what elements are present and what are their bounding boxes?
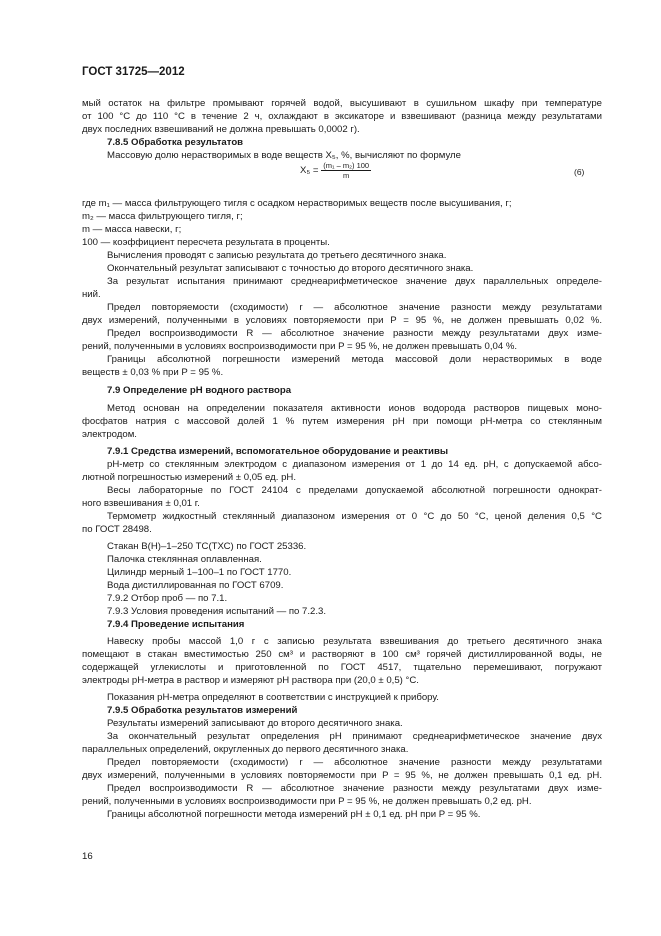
section-heading: 7.9.4 Проведение испытания: [107, 619, 245, 630]
text-line: Цилиндр мерный 1–100–1 по ГОСТ 1770.: [107, 567, 292, 578]
text-line: За результат испытания принимают среднеарифметическое значение двух параллельных определе-: [107, 276, 602, 287]
text-line: рений, полученными в условиях воспроизводимости при P = 95 %, не должен превышать 0,2 ед. рН.: [82, 796, 532, 807]
text-line: Показания рН-метра определяют в соответствии с инструкцией к прибору.: [107, 692, 439, 703]
text-line: мый остаток на фильтре промывают горячей водой, высушивают в сушильном шкафу при температуре: [82, 98, 602, 109]
text-line: Вода дистиллированная по ГОСТ 6709.: [107, 580, 284, 591]
text-line: рений, полученными в условиях воспроизводимости при P = 95 %, не должен превышать 0,04 %.: [82, 341, 518, 352]
page-number: 16: [82, 851, 93, 862]
text-line: ний.: [82, 289, 101, 300]
text-line: За окончательный результат определения рН принимают среднеарифметическое значение двух: [107, 731, 602, 742]
formula-denominator: m: [343, 171, 350, 180]
text-line: Массовую долю нерастворимых в воде веществ X₅, %, вычисляют по формуле: [107, 150, 461, 161]
document-header: ГОСТ 31725—2012: [82, 66, 185, 78]
text-line: электродом.: [82, 429, 137, 440]
text-line: двух измерений, полученными в условиях повторяемости при P = 95 %, не должен превышать 0,02 %.: [82, 315, 602, 326]
text-line: Предел воспроизводимости R — абсолютное значение разности между результатами двух изме-: [107, 783, 602, 794]
text-line: Вычисления проводят с записью результата до третьего десятичного знака.: [107, 250, 447, 261]
formula-lhs: X₅ =: [300, 165, 319, 177]
section-heading: 7.9.1 Средства измерений, вспомогательное оборудование и реактивы: [107, 446, 449, 457]
text-line: Стакан В(Н)–1–250 ТС(ТХС) по ГОСТ 25336.: [107, 541, 307, 552]
text-line: по ГОСТ 28498.: [82, 524, 152, 535]
text-line: Результаты измерений записывают до второго десятичного знака.: [107, 718, 403, 729]
text-line: m — масса навески, г;: [82, 224, 182, 235]
text-line: 7.9.3 Условия проведения испытаний — по 7.2.3.: [107, 606, 327, 617]
section-heading: 7.9.5 Обработка результатов измерений: [107, 705, 298, 716]
text-line: лютной погрешностью измерений ± 0,05 ед. рН.: [82, 472, 297, 483]
text-line: Предел повторяемости (сходимости) r — абсолютное значение разности между результатами: [107, 757, 602, 768]
text-line: ного взвешивания ± 0,01 г.: [82, 498, 200, 509]
formula-fraction: [321, 161, 371, 180]
text-line: помещают в стакан вместимостью 250 см³ и растворяют в 100 см³ горячей дистиллированной воды, не: [82, 649, 602, 660]
text-line: рН-метр со стеклянным электродом с диапазоном измерения от 1 до 14 ед. рН, с допускаемой абсо-: [107, 459, 602, 470]
text-line: 7.9.2 Отбор проб — по 7.1.: [107, 593, 228, 604]
text-line: параллельных определений, округленных до первого десятичного знака.: [82, 744, 409, 755]
text-line: Весы лабораторные по ГОСТ 24104 с пределами допускаемой абсолютной погрешности однократ-: [107, 485, 602, 496]
text-line: содержащей углекислоты и приготовленной по ГОСТ 4517, тщательно перемешивают, погружают: [82, 662, 602, 673]
section-heading: 7.8.5 Обработка результатов: [107, 137, 244, 148]
formula-number: (6): [574, 167, 585, 177]
text-line: Термометр жидкостный стеклянный диапазоном измерения от 0 °С до 50 °С, ценой деления 0,5 °С: [107, 511, 602, 522]
text-line: Метод основан на определении показателя активности ионов водорода растворов пищевых моно-: [107, 403, 602, 414]
text-line: Границы абсолютной погрешности измерений метода массовой доли нерастворимых в воде: [107, 354, 602, 365]
text-line: двух измерений, полученными в условиях повторяемости при P = 95 %, не должен превышать 0,1 ед. рН.: [82, 770, 602, 781]
text-line: от 100 °С до 110 °С в течение 2 ч, охлаждают в эксикаторе и взвешивают (разница между результатами: [82, 111, 602, 122]
text-line: Предел воспроизводимости R — абсолютное значение разности между результатами двух изме-: [107, 328, 602, 339]
text-line: 100 — коэффициент пересчета результата в проценты.: [82, 237, 330, 248]
text-line: веществ ± 0,03 % при P = 95 %.: [82, 367, 224, 378]
section-heading: 7.9 Определение рН водного раствора: [107, 385, 292, 396]
text-line: где m₁ — масса фильтрующего тигля с осадком нерастворимых веществ после высушивания, г;: [82, 198, 512, 209]
text-line: Окончательный результат записывают с точностью до второго десятичного знака.: [107, 263, 474, 274]
text-line: Границы абсолютной погрешности метода измерений рН ± 0,1 ед. рН при P = 95 %.: [107, 809, 481, 820]
text-line: фосфатов натрия с массовой долей 1 % путем измерения рН при помощи рН-метра со стеклянным: [82, 416, 602, 427]
text-line: Навеску пробы массой 1,0 г с записью результата взвешивания до третьего десятичного знака: [107, 636, 602, 647]
text-line: Палочка стеклянная оплавленная.: [107, 554, 262, 565]
text-line: электроды рН-метра в раствор и измеряют рН раствора при (20,0 ± 0,5) °С.: [82, 675, 419, 686]
text-line: двух последних взвешиваний не должна превышать 0,0002 г).: [82, 124, 360, 135]
text-line: Предел повторяемости (сходимости) r — абсолютное значение разности между результатами: [107, 302, 602, 313]
text-line: m₂ — масса фильтрующего тигля, г;: [82, 211, 243, 222]
formula-numerator: (m₁ – m₂) 100: [323, 161, 370, 170]
formula-6: [300, 161, 371, 180]
